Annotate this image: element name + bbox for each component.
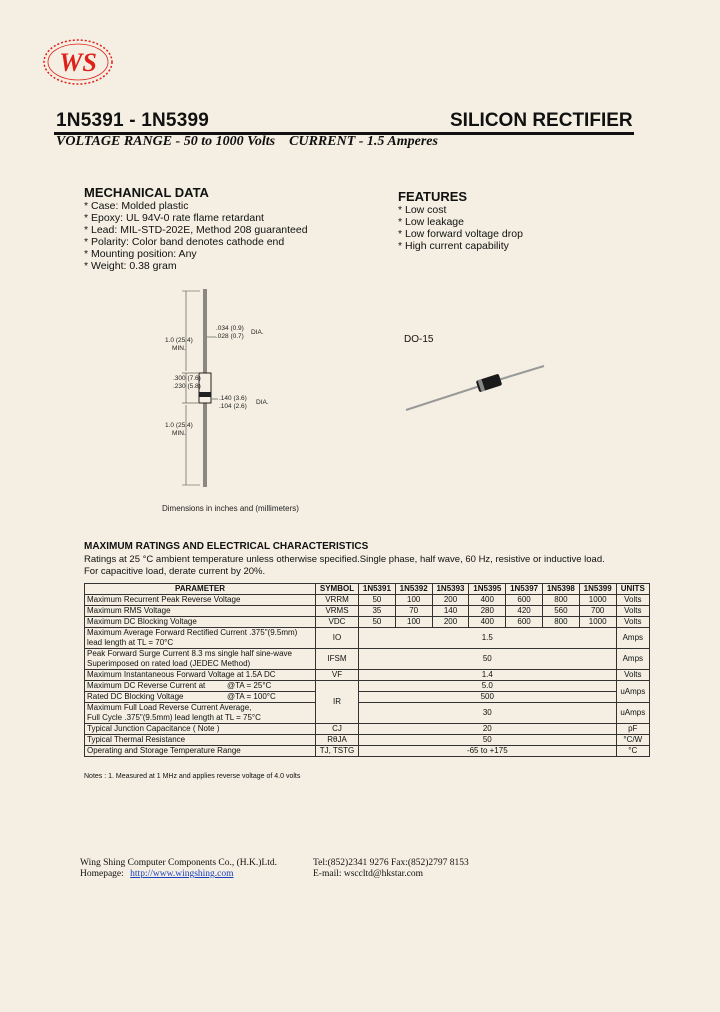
product-title: SILICON RECTIFIER bbox=[450, 110, 633, 131]
subtitle bbox=[56, 134, 452, 150]
ratings-heading: MAXIMUM RATINGS AND ELECTRICAL CHARACTERISTICS bbox=[84, 541, 369, 552]
list-item: * Lead: MIL-STD-202E, Method 208 guaranteed bbox=[84, 224, 308, 236]
column-header: PARAMETER bbox=[85, 584, 316, 595]
ratings-conditions: Ratings at 25 °C ambient temperature unless otherwise specified.Single phase, half wave, 60 Hz, resistive or inductive load. For capacitive load, derate current by 20%. bbox=[84, 554, 605, 577]
column-header: SYMBOL bbox=[316, 584, 359, 595]
voltage-range: VOLTAGE RANGE - 50 to 1000 Volts bbox=[56, 134, 276, 149]
features-heading: FEATURES bbox=[398, 189, 468, 204]
logo-text: WS bbox=[59, 48, 97, 77]
part-numbers: 1N5391 - 1N5399 bbox=[56, 110, 209, 131]
table-row: Rated DC Blocking Voltage @TA = 100°C 500 bbox=[85, 692, 650, 703]
dimension-caption: Dimensions in inches and (millimeters) bbox=[162, 504, 299, 513]
homepage-label: Homepage: bbox=[80, 869, 124, 879]
list-item: * Low leakage bbox=[398, 216, 464, 228]
table-row: Maximum Average Forward Rectified Current .375"(9.5mm) lead length at TL = 70°C IO 1.5 Amps bbox=[85, 628, 650, 649]
contact-email[interactable]: E-mail: wsccltd@hkstar.com bbox=[313, 869, 424, 879]
table-note: Notes : 1. Measured at 1 MHz and applies reverse voltage of 4.0 volts bbox=[84, 773, 301, 780]
body-diameter: .140 (3.6) .104 (2.6) bbox=[219, 395, 247, 410]
column-header: 1N5397 bbox=[506, 584, 543, 595]
lead-diameter: .034 (0.9) .028 (0.7) bbox=[216, 325, 244, 340]
ratings-table bbox=[84, 583, 650, 757]
lead-length-top: 1.0 (25.4) MIN. bbox=[165, 337, 193, 352]
homepage bbox=[80, 869, 234, 880]
list-item: * Low forward voltage drop bbox=[398, 228, 523, 240]
table-row: Maximum RMS Voltage VRMS 35 70 140 280 420 560 700 Volts bbox=[85, 606, 650, 617]
lead-length-bottom: 1.0 (25.4) MIN. bbox=[165, 422, 193, 437]
lead-dia-label: DIA. bbox=[251, 329, 264, 336]
list-item: * Epoxy: UL 94V-0 rate flame retardant bbox=[84, 212, 264, 224]
table-row: Maximum DC Blocking Voltage VDC 50 100 200 400 600 800 1000 Volts bbox=[85, 617, 650, 628]
list-item: * Polarity: Color band denotes cathode end bbox=[84, 236, 285, 248]
diode-illustration bbox=[400, 360, 550, 420]
mechanical-heading: MECHANICAL DATA bbox=[84, 185, 209, 200]
column-header: 1N5391 bbox=[359, 584, 396, 595]
column-header: 1N5399 bbox=[579, 584, 616, 595]
list-item: * Low cost bbox=[398, 204, 447, 216]
table-row: Maximum Full Load Reverse Current Average, Full Cycle .375"(9.5mm) lead length at TL = 75°C 30 uAmps bbox=[85, 703, 650, 724]
body-length: .300 (7.6) .230 (5.8) bbox=[173, 375, 201, 390]
column-header: 1N5392 bbox=[395, 584, 432, 595]
package-dimension-drawing bbox=[160, 285, 280, 500]
list-item: * High current capability bbox=[398, 240, 509, 252]
list-item: * Mounting position: Any bbox=[84, 248, 197, 260]
current-rating: CURRENT - 1.5 Amperes bbox=[289, 134, 438, 149]
features-list bbox=[398, 204, 523, 252]
table-row: Maximum Instantaneous Forward Voltage at 1.5A DC VF 1.4 Volts bbox=[85, 670, 650, 681]
table-row: Maximum Recurrent Peak Reverse Voltage VRRM 50 100 200 400 600 800 1000 Volts bbox=[85, 595, 650, 606]
column-header: 1N5398 bbox=[542, 584, 579, 595]
body-dia-label: DIA. bbox=[256, 399, 269, 406]
list-item: * Weight: 0.38 gram bbox=[84, 260, 177, 272]
homepage-link[interactable]: http://www.wingshing.com bbox=[130, 869, 234, 879]
table-row: Peak Forward Surge Current 8.3 ms single half sine-wave Superimposed on rated load (JEDEC Method) IFSM 50 Amps bbox=[85, 649, 650, 670]
list-item: * Case: Molded plastic bbox=[84, 200, 189, 212]
table-row: Maximum DC Reverse Current at @TA = 25°C IR 5.0 uAmps bbox=[85, 681, 650, 692]
mechanical-list bbox=[84, 200, 308, 272]
column-header: 1N5393 bbox=[432, 584, 469, 595]
table-row: Operating and Storage Temperature Range TJ, TSTG -65 to +175 °C bbox=[85, 746, 650, 757]
company-logo bbox=[42, 38, 114, 86]
table-row: Typical Junction Capacitance ( Note ) CJ 20 pF bbox=[85, 724, 650, 735]
column-header: 1N5395 bbox=[469, 584, 506, 595]
company-name: Wing Shing Computer Components Co., (H.K.)Ltd. bbox=[80, 858, 277, 868]
contact-phone-fax: Tel:(852)2341 9276 Fax:(852)2797 8153 bbox=[313, 858, 469, 868]
table-row: Typical Thermal Resistance RθJA 50 °C/W bbox=[85, 735, 650, 746]
table-header-row bbox=[85, 584, 650, 595]
package-label: DO-15 bbox=[404, 334, 434, 345]
column-header: UNITS bbox=[616, 584, 649, 595]
